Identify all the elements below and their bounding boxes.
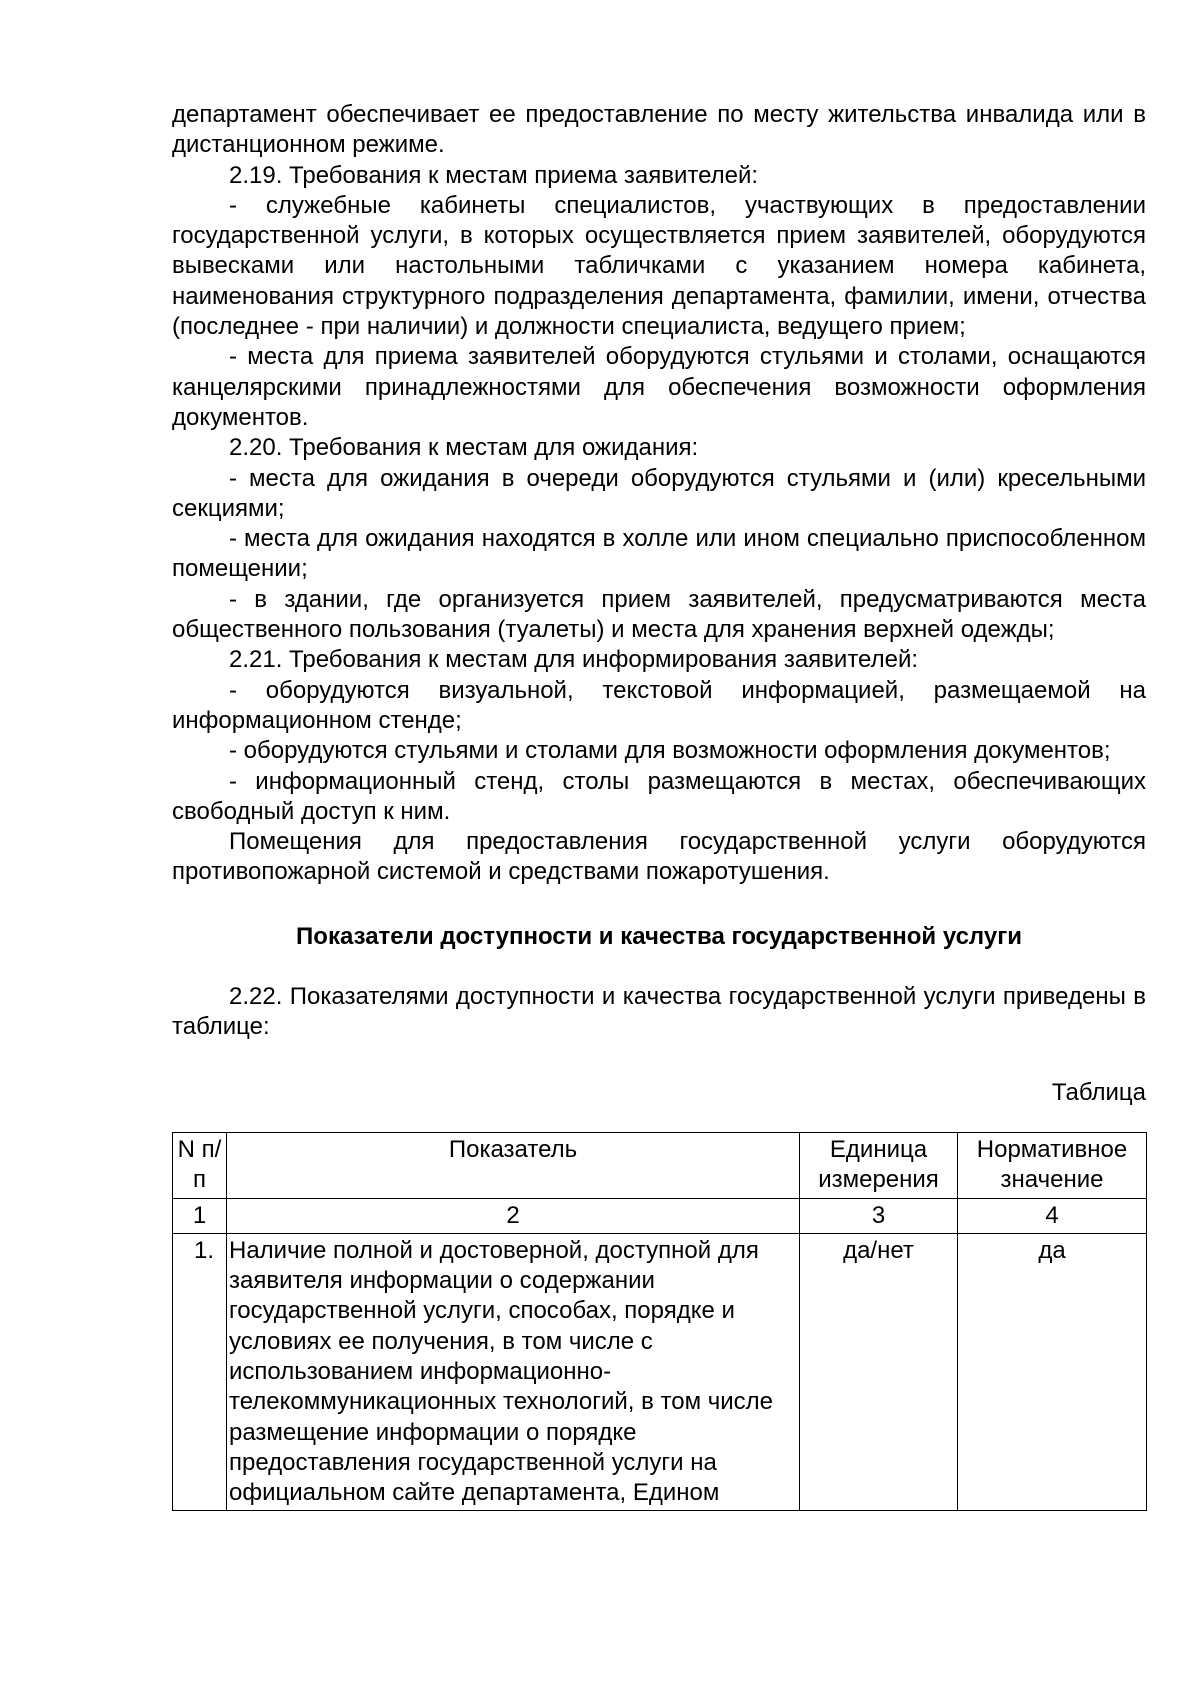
paragraph: 2.20. Требования к местам для ожидания: <box>229 434 699 462</box>
numbering-cell: 1 <box>173 1198 227 1233</box>
body-text <box>172 100 1146 888</box>
row-number-cell: 1. <box>173 1233 227 1511</box>
paragraph: 2.19. Требования к местам приема заявителей: <box>229 161 759 189</box>
paragraph: 2.21. Требования к местам для информирования заявителей: <box>229 646 919 674</box>
numbering-cell: 4 <box>958 1198 1147 1233</box>
paragraph: Помещения для предоставления государственной услуги оборудуются противопожарной системой и средствами пожаротушения. <box>172 828 1146 886</box>
document-page <box>172 100 1146 1511</box>
header-cell-indicator: Показатель <box>227 1132 800 1198</box>
section-heading: Показатели доступности и качества государственной услуги <box>296 922 1022 950</box>
paragraph: департамент обеспечивает ее предоставление по месту жительства инвалида или в дистанционном режиме. <box>172 101 1146 159</box>
header-cell-normative: Нормативное значение <box>958 1132 1147 1198</box>
indicators-table <box>172 1132 1147 1512</box>
paragraph: - в здании, где организуется прием заявителей, предусматриваются места общественного пользования (туалеты) и места для хранения верхней одежды; <box>172 585 1146 644</box>
paragraph: - служебные кабинеты специалистов, участвующих в предоставлении государственной услуги, в которых осуществляется прием заявителей, оборудуются вывесками или настольными табличками с указанием номера кабинета, наименования структурного подразделения департамента, фамилии, имени, отчества (последнее - при наличии) и должности специалиста, ведущего прием; <box>172 191 1146 341</box>
row-indicator-cell: Наличие полной и достоверной, доступной для заявителя информации о содержании государственной услуги, способах, порядке и условиях ее получения, в том числе с использованием информационно-телекоммуникационных технологий, в том числе размещение информации о порядке предоставления государственной услуги на официальном сайте департамента, Едином <box>227 1233 800 1511</box>
header-cell-number: N п/п <box>173 1132 227 1198</box>
paragraph: - места для ожидания в очереди оборудуются стульями и (или) кресельными секциями; <box>172 464 1146 522</box>
paragraph: - места для приема заявителей оборудуются стульями и столами, оснащаются канцелярскими принадлежностями для обеспечения возможности оформления документов. <box>172 343 1146 431</box>
row-unit-cell: да/нет <box>800 1233 958 1511</box>
numbering-cell: 3 <box>800 1198 958 1233</box>
header-cell-unit: Единица измерения <box>800 1132 958 1198</box>
table-row <box>173 1233 1147 1511</box>
table-numbering-row <box>173 1198 1147 1233</box>
table-header-row <box>173 1132 1147 1198</box>
row-normative-cell: да <box>958 1233 1147 1511</box>
paragraph: - места для ожидания находятся в холле или ином специально приспособленном помещении; <box>172 525 1146 583</box>
numbering-cell: 2 <box>227 1198 800 1233</box>
paragraph: - оборудуются стульями и столами для возможности оформления документов; <box>229 737 1111 765</box>
paragraph: - информационный стенд, столы размещаются в местах, обеспечивающих свободный доступ к ним. <box>172 767 1146 825</box>
paragraph-2-22: 2.22. Показателями доступности и качества государственной услуги приведены в таблице: <box>172 983 1146 1041</box>
table-label: Таблица <box>1051 1078 1146 1106</box>
paragraph: - оборудуются визуальной, текстовой информацией, размещаемой на информационном стенде; <box>172 676 1146 734</box>
